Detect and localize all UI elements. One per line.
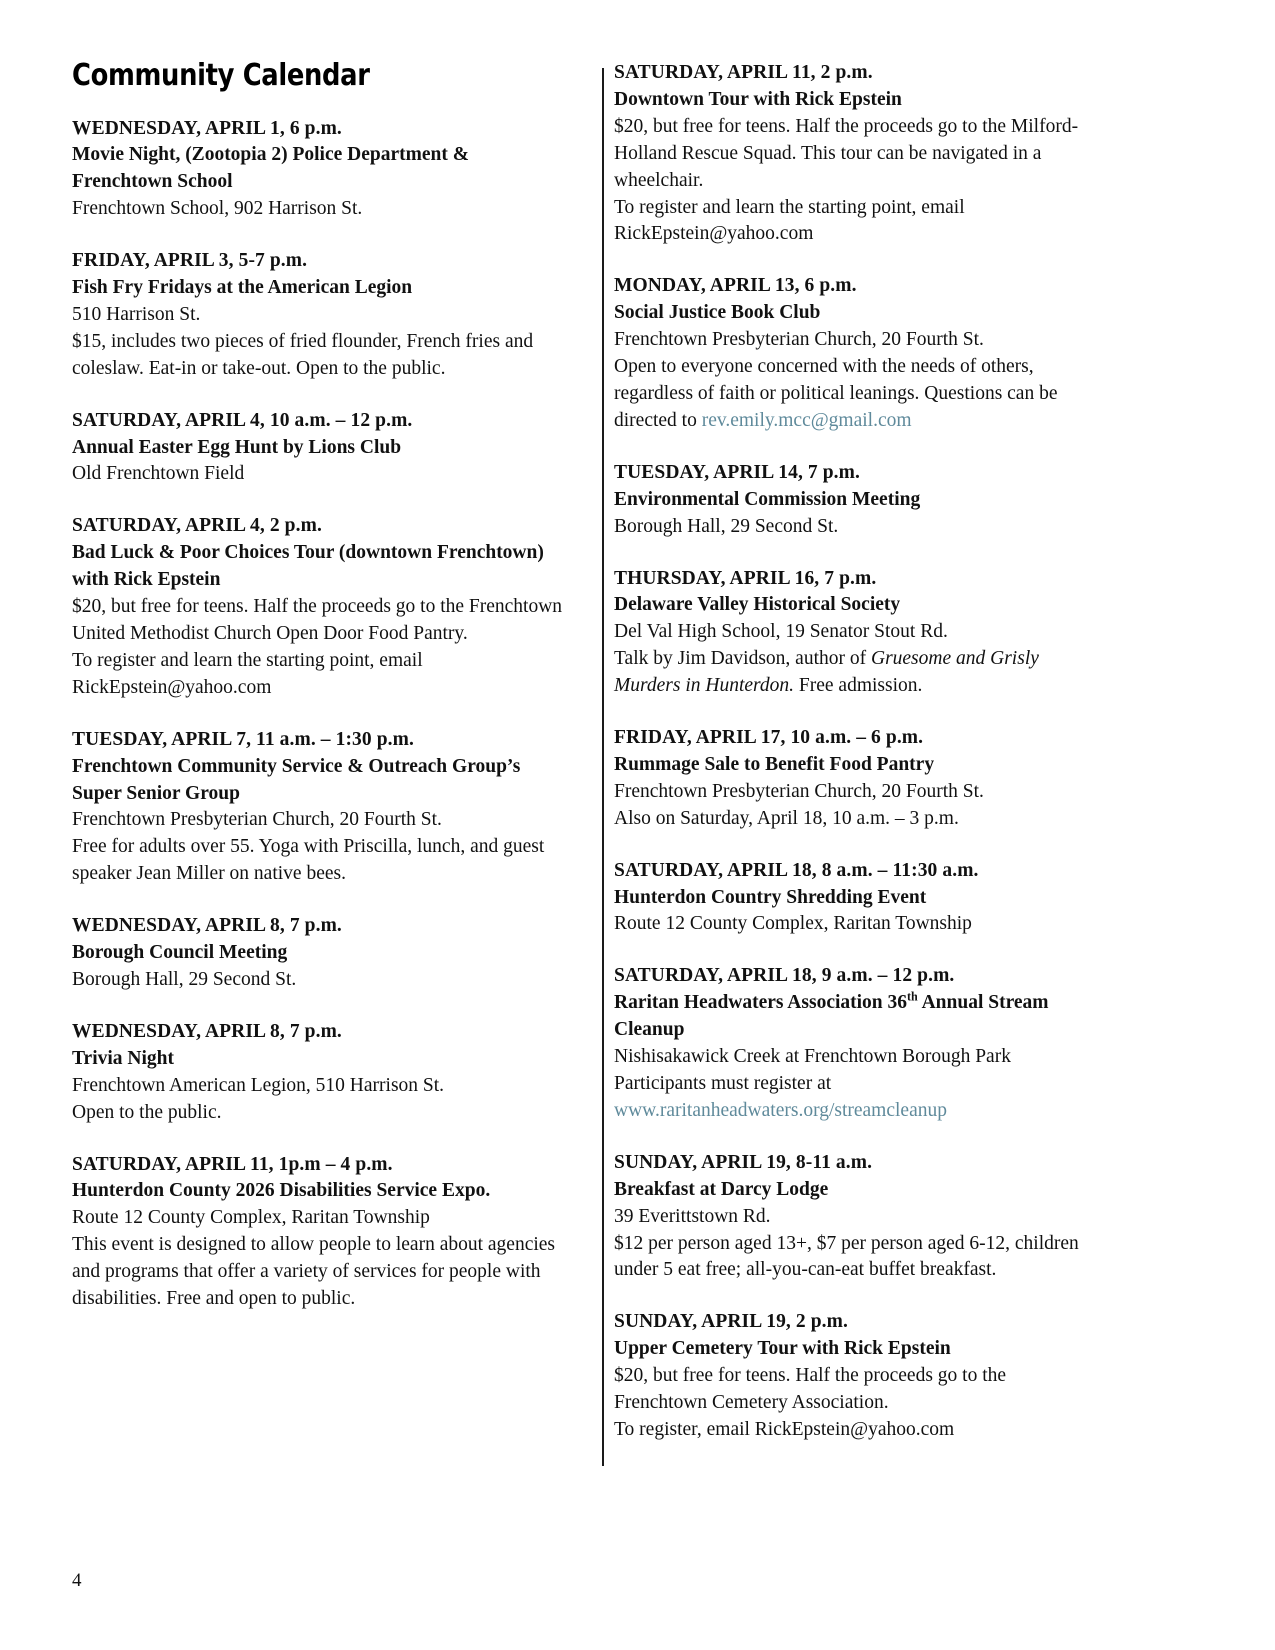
event-date: TUESDAY, APRIL 7, 11 a.m. – 1:30 p.m. <box>72 728 414 750</box>
event-date: SUNDAY, APRIL 19, 2 p.m. <box>614 1311 848 1333</box>
event-date: TUESDAY, APRIL 14, 7 p.m. <box>614 461 860 483</box>
right-event-list <box>614 60 1104 1444</box>
event-detail-line: 510 Harrison St. <box>72 303 201 325</box>
event-title: Movie Night, (Zootopia 2) Police Department & Frenchtown School <box>72 144 469 193</box>
event-detail-line: Open to the public. <box>72 1101 222 1123</box>
event-title: Bad Luck & Poor Choices Tour (downtown Frenchtown) with Rick Epstein <box>72 542 544 591</box>
event-date: SATURDAY, APRIL 18, 9 a.m. – 12 p.m. <box>614 965 955 987</box>
event-detail-line: 39 Everittstown Rd. <box>614 1205 771 1227</box>
event-detail-line: Talk by Jim Davidson, author of Gruesome and Grisly Murders in Hunterdon. Free admission. <box>614 648 1039 697</box>
calendar-event <box>614 566 1104 701</box>
right-column <box>588 60 1104 1444</box>
event-detail-line: This event is designed to allow people to learn about agencies and programs that offer a variety of services for people with disabilities. Free and open to public. <box>72 1234 556 1310</box>
event-title: Downtown Tour with Rick Epstein <box>614 88 902 110</box>
event-detail-line: Also on Saturday, April 18, 10 a.m. – 3 p.m. <box>614 807 959 829</box>
event-detail-line: Open to everyone concerned with the needs of others, regardless of faith or political leanings. Questions can be directed to rev.emily.mcc@gmail.com <box>614 356 1058 431</box>
event-title: Breakfast at Darcy Lodge <box>614 1178 829 1200</box>
event-detail-line <box>614 1098 1104 1125</box>
left-column <box>72 60 588 1313</box>
column-divider <box>602 68 604 1466</box>
event-title: Raritan Headwaters Association 36th Annual Stream Cleanup <box>614 989 1049 1041</box>
event-detail-line: To register and learn the starting point, email RickEpstein@yahoo.com <box>72 649 423 698</box>
event-date: FRIDAY, APRIL 3, 5-7 p.m. <box>72 250 308 272</box>
event-detail-line: Frenchtown Presbyterian Church, 20 Fourth St. <box>614 780 984 802</box>
event-detail-line: $12 per person aged 13+, $7 per person aged 6-12, children under 5 eat free; all-you-can-eat buffet breakfast. <box>614 1232 1079 1281</box>
event-date: SATURDAY, APRIL 4, 2 p.m. <box>72 515 322 537</box>
event-title: Trivia Night <box>72 1047 175 1069</box>
calendar-event <box>72 408 570 489</box>
calendar-event <box>614 963 1104 1124</box>
event-detail-line: Frenchtown School, 902 Harrison St. <box>72 198 363 220</box>
event-detail-line: Participants must register at <box>614 1073 832 1094</box>
event-date: SATURDAY, APRIL 11, 2 p.m. <box>614 62 873 83</box>
event-date: SUNDAY, APRIL 19, 8-11 a.m. <box>614 1151 873 1173</box>
event-detail-line: Borough Hall, 29 Second St. <box>614 515 839 537</box>
calendar-event <box>72 727 570 888</box>
event-date: WEDNESDAY, APRIL 1, 6 p.m. <box>72 117 342 139</box>
page-number: 4 <box>72 1570 82 1591</box>
event-date: WEDNESDAY, APRIL 8, 7 p.m. <box>72 915 342 937</box>
event-detail-line: Nishisakawick Creek at Frenchtown Borough Park <box>614 1046 1011 1068</box>
calendar-event <box>614 460 1104 541</box>
event-detail-line: Free for adults over 55. Yoga with Priscilla, lunch, and guest speaker Jean Miller on native bees. <box>72 836 545 885</box>
calendar-event <box>614 273 1104 434</box>
event-title: Delaware Valley Historical Society <box>614 594 901 616</box>
event-title: Environmental Commission Meeting <box>614 488 921 510</box>
event-title: Fish Fry Fridays at the American Legion <box>72 277 413 299</box>
event-detail-line: Frenchtown Presbyterian Church, 20 Fourth St. <box>72 809 442 831</box>
calendar-event <box>72 1019 570 1127</box>
calendar-event <box>614 1309 1104 1444</box>
event-date: SATURDAY, APRIL 4, 10 a.m. – 12 p.m. <box>72 409 413 431</box>
event-title: Hunterdon Country Shredding Event <box>614 886 927 908</box>
event-detail-line: $20, but free for teens. Half the proceeds go to the Frenchtown United Methodist Church Open Door Food Pantry. <box>72 596 563 644</box>
calendar-event <box>614 1150 1104 1285</box>
event-detail-line: Old Frenchtown Field <box>72 463 245 485</box>
left-event-list <box>72 116 570 1313</box>
event-date: WEDNESDAY, APRIL 8, 7 p.m. <box>72 1020 342 1042</box>
event-date: THURSDAY, APRIL 16, 7 p.m. <box>614 567 877 589</box>
event-title: Frenchtown Community Service & Outreach Group’s Super Senior Group <box>72 755 521 804</box>
event-title: Upper Cemetery Tour with Rick Epstein <box>614 1338 951 1360</box>
calendar-event <box>614 858 1104 939</box>
calendar-event <box>72 513 570 701</box>
event-detail-line: Route 12 County Complex, Raritan Township <box>72 1207 430 1229</box>
event-detail-line: $20, but free for teens. Half the proceeds go to the Frenchtown Cemetery Association. <box>614 1365 1007 1414</box>
event-title: Borough Council Meeting <box>72 942 288 964</box>
calendar-event <box>72 116 570 224</box>
event-title: Rummage Sale to Benefit Food Pantry <box>614 753 935 775</box>
event-detail-line: Route 12 County Complex, Raritan Township <box>614 913 972 935</box>
email-link[interactable]: rev.emily.mcc@gmail.com <box>701 409 912 431</box>
event-title: Hunterdon County 2026 Disabilities Service Expo. <box>72 1180 491 1202</box>
event-detail-line: Del Val High School, 19 Senator Stout Rd. <box>614 621 948 643</box>
calendar-event <box>72 913 570 994</box>
event-date: MONDAY, APRIL 13, 6 p.m. <box>614 275 857 297</box>
event-detail-line: To register and learn the starting point, email RickEpstein@yahoo.com <box>614 196 965 245</box>
event-detail-line: Frenchtown Presbyterian Church, 20 Fourth St. <box>614 329 984 351</box>
event-detail-line: Borough Hall, 29 Second St. <box>72 968 297 990</box>
two-column-layout <box>72 60 1205 1444</box>
event-date: SATURDAY, APRIL 11, 1p.m – 4 p.m. <box>72 1153 393 1175</box>
book-title: Gruesome and Grisly Murders in Hunterdon. <box>614 648 1039 697</box>
ordinal-suffix: th <box>907 989 918 1004</box>
calendar-event <box>72 1152 570 1313</box>
calendar-event <box>614 725 1104 833</box>
event-date: FRIDAY, APRIL 17, 10 a.m. – 6 p.m. <box>614 727 924 749</box>
registration-url-link[interactable]: www.raritanheadwaters.org/streamcleanup <box>614 1099 947 1121</box>
event-date: SATURDAY, APRIL 18, 8 a.m. – 11:30 a.m. <box>614 859 979 881</box>
event-detail-line: To register, email RickEpstein@yahoo.com <box>614 1418 955 1440</box>
event-detail-line: Frenchtown American Legion, 510 Harrison St. <box>72 1074 445 1096</box>
calendar-event <box>72 248 570 383</box>
page-title: Community Calendar <box>72 58 370 93</box>
event-title: Social Justice Book Club <box>614 302 821 324</box>
calendar-event <box>614 60 1104 248</box>
event-detail-line: $15, includes two pieces of fried flounder, French fries and coleslaw. Eat-in or take-out. Open to the public. <box>72 330 534 379</box>
event-title: Annual Easter Egg Hunt by Lions Club <box>72 436 402 458</box>
event-detail-line: $20, but free for teens. Half the proceeds go to the Milford-Holland Rescue Squad. This tour can be navigated in a wheelchair. <box>614 115 1079 191</box>
